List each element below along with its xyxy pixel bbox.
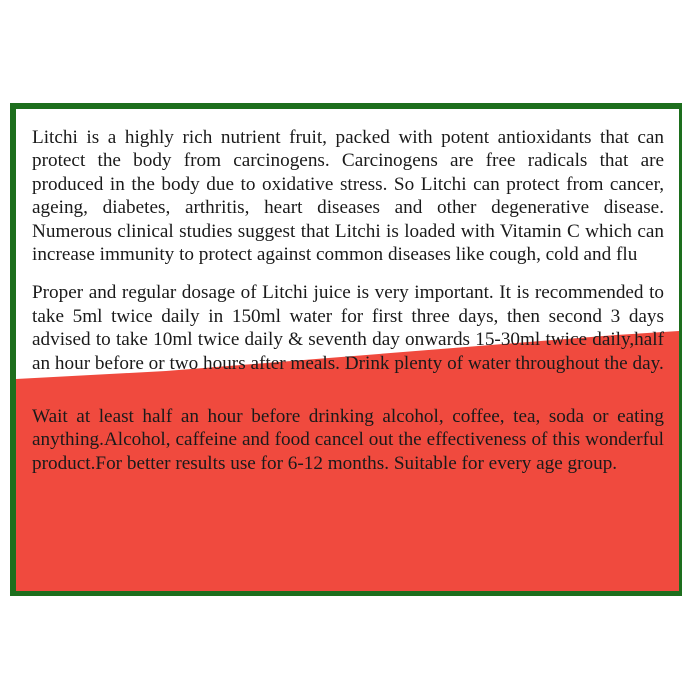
paragraph-dosage: Proper and regular dosage of Litchi juice is very important. It is recommended to take 5ml twice daily in 150ml water for first three days, then second 3 days advised to take 10ml twice daily & seventh day onwards 15-30ml twice daily,half an hour before or two hours after meals. Drink plenty of water throughout the day.: [32, 282, 664, 374]
info-panel: [10, 103, 682, 596]
paragraph-benefits: Litchi is a highly rich nutrient fruit, packed with potent antioxidants that can protect the body from carcinogens. Carcinogens are free radicals that are produced in the body due to oxidative stress. So Litchi can protect from cancer, ageing, diabetes, arthritis, heart diseases and other degenerative disease. Numerous clinical studies suggest that Litchi is loaded with Vitamin C which can increase immunity to protect against common diseases like cough, cold and flu: [32, 127, 664, 266]
paragraph-instructions: Wait at least half an hour before drinking alcohol, coffee, tea, soda or eating anything.Alcohol, caffeine and food cancel out the effectiveness of this wonderful product.For better results use for 6-12 months. Suitable for every age group.: [32, 406, 664, 474]
text-content: [32, 126, 664, 475]
